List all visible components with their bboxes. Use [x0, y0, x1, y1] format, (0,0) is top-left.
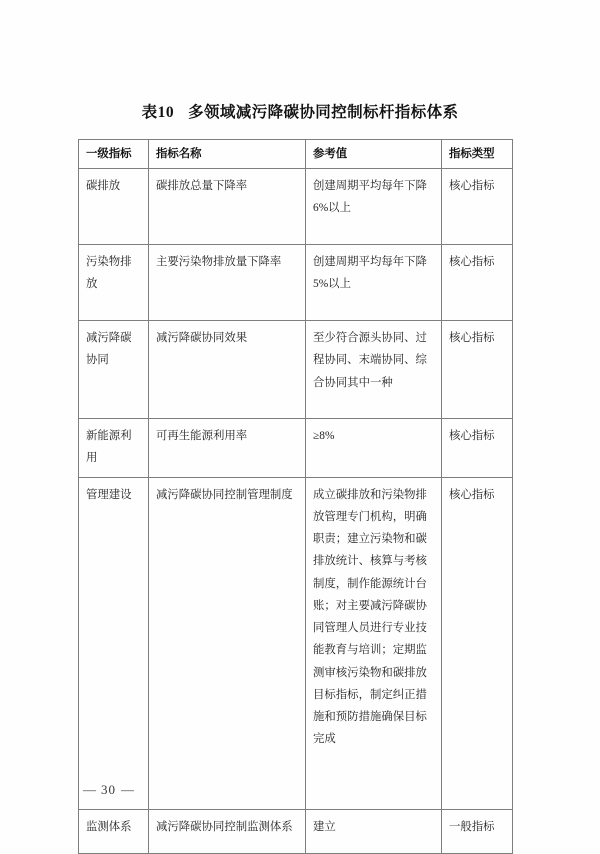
cell-reference: 建立 [306, 809, 442, 853]
cell-name: 主要污染物排放量下降率 [149, 245, 306, 321]
cell-reference: 创建周期平均每年下降6%以上 [306, 169, 442, 245]
cell-reference: ≥8% [306, 419, 442, 477]
cell-reference: 至少符合源头协同、过程协同、末端协同、综合协同其中一种 [306, 321, 442, 419]
cell-level1: 污染物排放 [79, 245, 149, 321]
table-row [79, 477, 513, 809]
page-number [78, 782, 512, 798]
cell-type: 一般指标 [442, 809, 513, 853]
page-number-value: 30 [101, 782, 116, 797]
cell-type: 核心指标 [442, 419, 513, 477]
table-caption-number: 10 [157, 104, 175, 121]
cell-name: 减污降碳协同控制监测体系 [149, 809, 306, 853]
cell-name: 可再生能源利用率 [149, 419, 306, 477]
page-number-dash-left: — [83, 782, 96, 797]
table-row [79, 809, 513, 853]
column-header-level1: 一级指标 [79, 140, 149, 169]
table-caption-prefix: 表 [141, 104, 158, 121]
cell-level1: 管理建设 [79, 477, 149, 809]
cell-level1: 监测体系 [79, 809, 149, 853]
column-header-reference: 参考值 [306, 140, 442, 169]
cell-level1: 碳排放 [79, 169, 149, 245]
table-row [79, 245, 513, 321]
indicator-system-table [78, 139, 513, 854]
cell-reference: 创建周期平均每年下降5%以上 [306, 245, 442, 321]
table-row [79, 419, 513, 477]
table-caption-text: 多领域减污降碳协同控制标杆指标体系 [188, 104, 459, 121]
cell-reference: 成立碳排放和污染物排放管理专门机构，明确职责；建立污染物和碳排放统计、核算与考核制度，制作能源统计台账；对主要减污降碳协同管理人员进行专业技能教育与培训；定期监测审核污染物和碳排放目标指标，制定纠正措施和预防措施确保目标完成 [306, 477, 442, 809]
table-row [79, 321, 513, 419]
cell-name: 碳排放总量下降率 [149, 169, 306, 245]
cell-level1: 减污降碳协同 [79, 321, 149, 419]
table-caption [0, 100, 600, 122]
column-header-type: 指标类型 [442, 140, 513, 169]
cell-type: 核心指标 [442, 245, 513, 321]
cell-type: 核心指标 [442, 321, 513, 419]
cell-type: 核心指标 [442, 169, 513, 245]
cell-name: 减污降碳协同控制管理制度 [149, 477, 306, 809]
table-row [79, 169, 513, 245]
cell-level1: 新能源利用 [79, 419, 149, 477]
cell-type: 核心指标 [442, 477, 513, 809]
page-number-dash-right: — [121, 782, 134, 797]
cell-name: 减污降碳协同效果 [149, 321, 306, 419]
column-header-name: 指标名称 [149, 140, 306, 169]
table-header-row [79, 140, 513, 169]
